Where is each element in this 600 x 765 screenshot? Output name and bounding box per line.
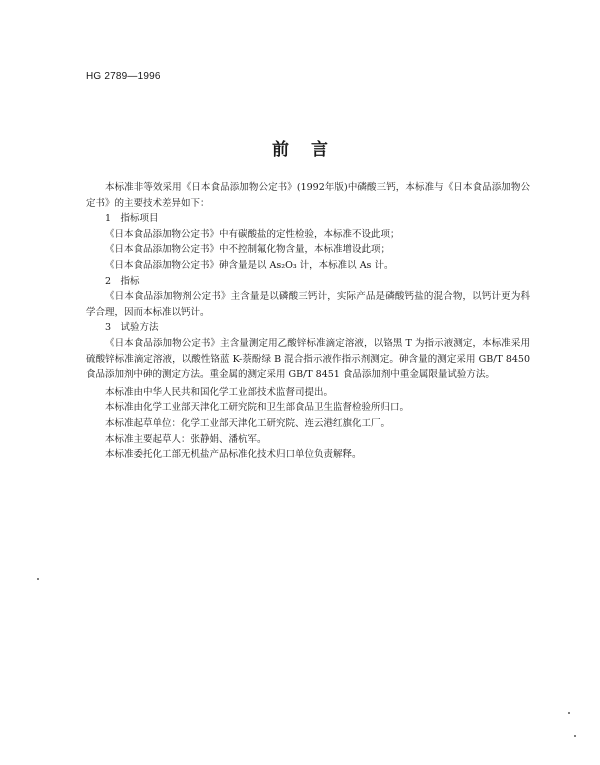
closing-paragraph: 本标准委托化工部无机盐产品标准化技术归口单位负责解释。 bbox=[105, 449, 362, 461]
body-paragraph: 《日本食品添加物剂公定书》主含量是以磷酸三钙计，实际产品是磷酸钙盐的混合物，以钙计更为科学合理，因而本标准以钙计。 bbox=[86, 291, 530, 318]
page-title: 前言 bbox=[272, 140, 350, 160]
scan-speck bbox=[574, 735, 576, 737]
document-body bbox=[86, 180, 530, 463]
list-item: 《日本食品添加物公定书》砷含量是以 As₂O₃ 计，本标准以 As 计。 bbox=[105, 259, 394, 271]
section-heading: 3 试验方法 bbox=[105, 322, 159, 334]
closing-paragraph: 本标准主要起草人：张静娟、潘杭军。 bbox=[105, 433, 267, 445]
closing-paragraph: 本标准由化学工业部天津化工研究院和卫生部食品卫生监督检验所归口。 bbox=[105, 402, 410, 414]
list-item: 《日本食品添加物公定书》中不控制氟化物含量，本标准增设此项； bbox=[105, 244, 391, 256]
standard-code: HG 2789—1996 bbox=[86, 71, 161, 82]
body-paragraph: 《日本食品添加物公定书》主含量测定用乙酸锌标准滴定溶液，以铬黑 T 为指示液测定，本标准采用硫酸锌标准滴定溶液，以酸性铬蓝 K-萘酚绿 B 混合指示液作指示剂测定。砷含量的测定采用 GB/T 8450食品添加剂中砷的测定方法。重金属的测定采用 GB/T 8451 食品添加剂中重金属限量试验方法。 bbox=[86, 337, 530, 381]
closing-paragraph: 本标准由中华人民共和国化学工业部技术监督司提出。 bbox=[105, 386, 334, 398]
scan-speck bbox=[37, 578, 39, 580]
scan-speck bbox=[568, 712, 570, 714]
section-heading: 1 指标项目 bbox=[105, 213, 159, 225]
closing-paragraph: 本标准起草单位：化学工业部天津化工研究院、连云港红旗化工厂。 bbox=[105, 417, 391, 429]
section-heading: 2 指标 bbox=[105, 275, 140, 287]
intro-paragraph: 本标准非等效采用《日本食品添加物公定书》(1992年版)中磷酸三钙，本标准与《日本食品添加物公定书》的主要技术差异如下： bbox=[86, 182, 530, 209]
list-item: 《日本食品添加物公定书》中有碳酸盐的定性检验，本标准不设此项； bbox=[105, 228, 400, 240]
